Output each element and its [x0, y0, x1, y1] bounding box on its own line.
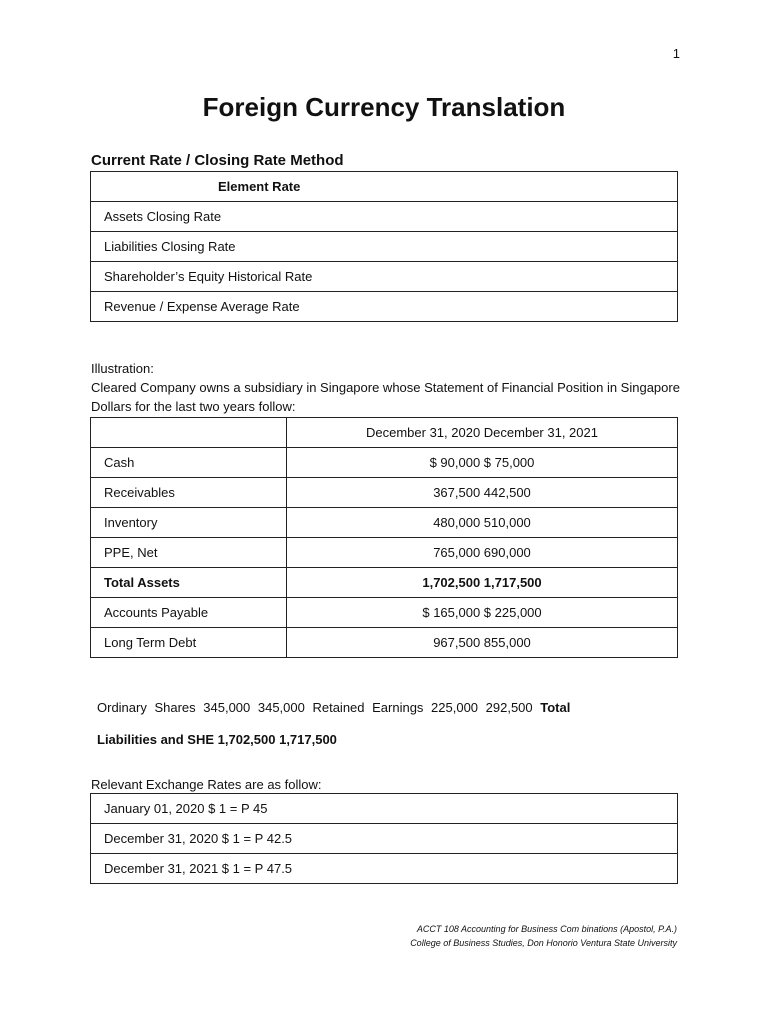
method-row-liabilities: Liabilities Closing Rate [91, 232, 678, 262]
table-header-row [91, 172, 678, 202]
row-values: 367,500 442,500 [287, 478, 678, 508]
rate-row: December 31, 2021 $ 1 = P 47.5 [91, 854, 678, 884]
equity-line [97, 700, 612, 715]
page-number: 1 [672, 46, 680, 61]
illustration-text: Cleared Company owns a subsidiary in Singapore whose Statement of Financial Position in Singapore Dollars for the last two years follow: [91, 380, 680, 414]
blank-header-cell [91, 418, 287, 448]
table-row [91, 508, 678, 538]
equity-line-bold: Total [540, 700, 571, 715]
row-label: PPE, Net [91, 538, 287, 568]
element-rate-header: Element Rate [91, 172, 678, 202]
liabilities-she-line: Liabilities and SHE 1,702,500 1,717,500 [97, 732, 337, 747]
row-label: Long Term Debt [91, 628, 287, 658]
illustration-label: Illustration: [91, 361, 154, 376]
exchange-rates-table [90, 793, 678, 884]
exchange-rates-intro: Relevant Exchange Rates are as follow: [91, 777, 322, 792]
financial-position-table [90, 417, 678, 658]
rate-row: January 01, 2020 $ 1 = P 45 [91, 794, 678, 824]
row-label: Total Assets [91, 568, 287, 598]
table-row [91, 262, 678, 292]
row-values: $ 90,000 $ 75,000 [287, 448, 678, 478]
equity-line-text: Ordinary Shares 345,000 345,000 Retained Earnings 225,000 292,500 [97, 700, 533, 715]
row-label: Receivables [91, 478, 287, 508]
table-row [91, 794, 678, 824]
method-row-equity: Shareholder’s Equity Historical Rate [91, 262, 678, 292]
row-values: $ 165,000 $ 225,000 [287, 598, 678, 628]
document-title: Foreign Currency Translation [202, 92, 566, 122]
dates-header: December 31, 2020 December 31, 2021 [287, 418, 678, 448]
row-values: 480,000 510,000 [287, 508, 678, 538]
table-row [91, 538, 678, 568]
row-values: 1,702,500 1,717,500 [287, 568, 678, 598]
method-row-assets: Assets Closing Rate [91, 202, 678, 232]
page-footer [410, 922, 677, 950]
section-heading: Current Rate / Closing Rate Method [91, 152, 344, 169]
table-row [91, 478, 678, 508]
table-row [91, 292, 678, 322]
method-rate-table [90, 171, 678, 322]
table-row [91, 598, 678, 628]
table-row [91, 628, 678, 658]
table-row [91, 448, 678, 478]
total-assets-row [91, 568, 678, 598]
table-row [91, 854, 678, 884]
row-values: 765,000 690,000 [287, 538, 678, 568]
row-values: 967,500 855,000 [287, 628, 678, 658]
row-label: Accounts Payable [91, 598, 287, 628]
table-row [91, 202, 678, 232]
table-row [91, 232, 678, 262]
table-header-row [91, 418, 678, 448]
rate-row: December 31, 2020 $ 1 = P 42.5 [91, 824, 678, 854]
footer-course: ACCT 108 Accounting for Business Com binations (Apostol, P.A.) [416, 924, 677, 934]
row-label: Inventory [91, 508, 287, 538]
table-row [91, 824, 678, 854]
method-row-revenue-expense: Revenue / Expense Average Rate [91, 292, 678, 322]
footer-college: College of Business Studies, Don Honorio Ventura State University [410, 938, 677, 948]
row-label: Cash [91, 448, 287, 478]
